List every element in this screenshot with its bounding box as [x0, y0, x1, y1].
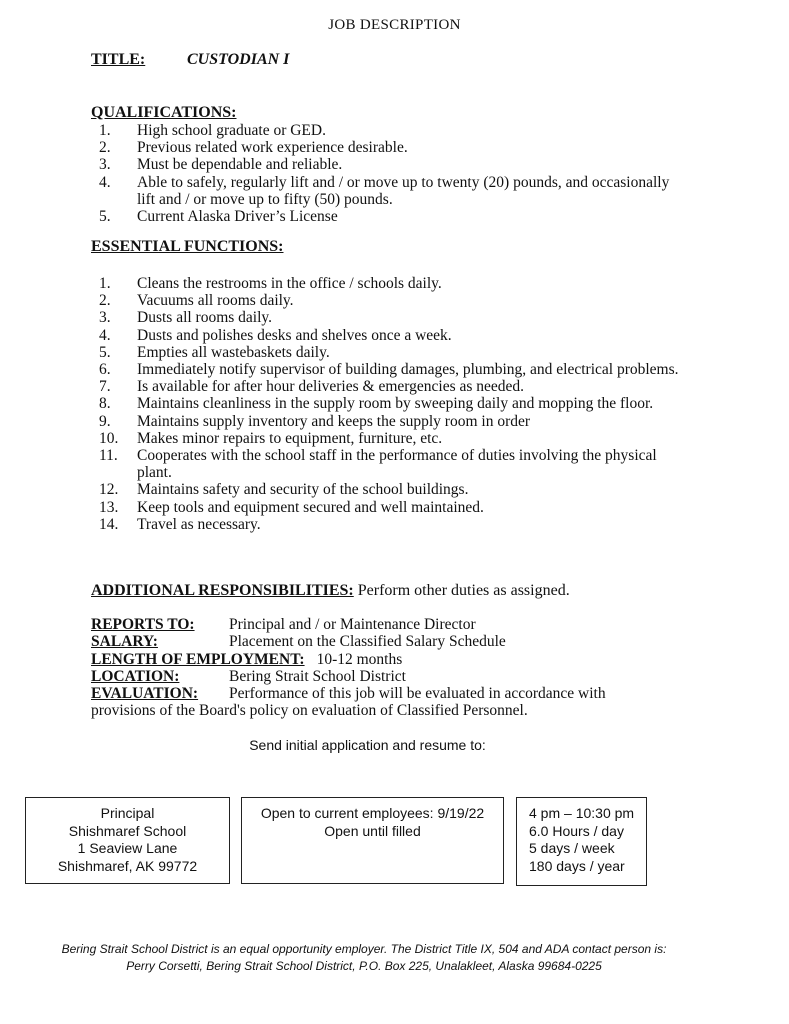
item-text: Current Alaska Driver’s License [137, 208, 338, 226]
item-number: 11. [99, 447, 118, 465]
list-item [91, 447, 691, 481]
item-number: 3. [99, 156, 111, 174]
posting-line: Open to current employees: 9/19/22 [260, 805, 485, 821]
location-row [91, 668, 691, 685]
length-label: LENGTH OF EMPLOYMENT: [91, 650, 305, 668]
item-text: Immediately notify supervisor of building damages, plumbing, and electrical problems. [137, 361, 679, 379]
item-number: 10. [99, 429, 119, 447]
item-text: Cooperates with the school staff in the performance of duties involving the physical plant. [137, 447, 657, 482]
job-info [91, 616, 691, 720]
title-label: TITLE: [91, 51, 146, 68]
length-value: 10-12 months [316, 650, 403, 668]
list-item [91, 430, 691, 447]
footer-line: Perry Corsetti, Bering Strait School District, P.O. Box 225, Unalakleet, Alaska 99684-0225 [126, 959, 602, 973]
item-text: Maintains safety and security of the school buildings. [137, 481, 469, 499]
reports-to-label: REPORTS TO: [91, 616, 195, 633]
address-line: Principal [100, 805, 155, 821]
footer-notice [0, 941, 728, 975]
additional-label: ADDITIONAL RESPONSIBILITIES: [91, 582, 354, 599]
qualifications-heading: QUALIFICATIONS: [91, 104, 237, 121]
list-item [91, 208, 691, 225]
additional-responsibilities [91, 582, 570, 600]
item-number: 2. [99, 139, 111, 157]
evaluation-row [91, 685, 691, 702]
item-number: 5. [99, 208, 111, 226]
item-text: Is available for after hour deliveries & emergencies as needed. [137, 378, 525, 396]
list-item [91, 122, 691, 139]
schedule-line: 4 pm – 10:30 pm [529, 805, 635, 821]
job-title: CUSTODIAN I [187, 51, 290, 68]
item-number: 8. [99, 395, 111, 413]
job-title-line [91, 51, 289, 69]
length-row [91, 651, 691, 668]
salary-label: SALARY: [91, 633, 158, 651]
item-text: Keep tools and equipment secured and well maintained. [137, 498, 484, 516]
location-label: LOCATION: [91, 667, 180, 685]
item-number: 1. [99, 122, 111, 139]
posting-line: Open until filled [324, 822, 421, 839]
item-text: Maintains cleanliness in the supply room by sweeping daily and mopping the floor. [137, 395, 654, 413]
list-item [91, 344, 691, 361]
item-number: 4. [99, 173, 111, 191]
item-text: Travel as necessary. [137, 515, 261, 533]
list-item [91, 174, 691, 208]
evaluation-continued: provisions of the Board's policy on evaluation of Classified Personnel. [91, 702, 528, 720]
item-number: 7. [99, 378, 111, 396]
evaluation-label: EVALUATION: [91, 685, 199, 703]
schedule-line: 5 days / week [529, 840, 615, 856]
send-application-text: Send initial application and resume to: [249, 737, 486, 753]
item-text: High school graduate or GED. [137, 122, 326, 139]
address-line: Shishmaref School [68, 822, 187, 839]
footer-line: Bering Strait School District is an equal opportunity employer. The District Title IX, 504 and ADA contact person is: [61, 942, 667, 956]
item-text: Dusts all rooms daily. [137, 309, 273, 327]
list-item [91, 156, 691, 173]
list-item [91, 361, 691, 378]
item-text: Cleans the restrooms in the office / schools daily. [137, 275, 442, 292]
list-item [91, 516, 691, 533]
item-number: 4. [99, 326, 111, 344]
address-box [25, 797, 230, 884]
item-text: Makes minor repairs to equipment, furniture, etc. [137, 429, 443, 447]
qualifications-list [91, 122, 691, 225]
item-text: Vacuums all rooms daily. [137, 292, 294, 310]
list-item [91, 481, 691, 498]
list-item [91, 309, 691, 326]
address-line: 1 Seaview Lane [77, 840, 178, 856]
item-text: Dusts and polishes desks and shelves once a week. [137, 326, 452, 344]
salary-row [91, 633, 691, 650]
additional-value: Perform other duties as assigned. [357, 582, 570, 599]
address-line: Shishmaref, AK 99772 [57, 857, 198, 874]
location-value: Bering Strait School District [229, 667, 406, 685]
list-item [91, 378, 691, 395]
list-item [91, 413, 691, 430]
item-text: Empties all wastebaskets daily. [137, 343, 330, 361]
item-number: 5. [99, 343, 111, 361]
item-text: Previous related work experience desirable. [137, 139, 408, 157]
item-number: 13. [99, 498, 119, 516]
item-text: Able to safely, regularly lift and / or move up to twenty (20) pounds, and occasionally lift and / or move up to fifty (50) pounds. [137, 173, 670, 208]
schedule-line: 180 days / year [529, 857, 625, 874]
evaluation-value: Performance of this job will be evaluated in accordance with [229, 685, 606, 703]
item-number: 14. [99, 515, 119, 533]
item-text: Must be dependable and reliable. [137, 156, 343, 174]
item-number: 3. [99, 309, 111, 327]
list-item [91, 499, 691, 516]
list-item [91, 292, 691, 309]
item-text: Maintains supply inventory and keeps the supply room in order [137, 412, 531, 430]
list-item [91, 327, 691, 344]
schedule-line: 6.0 Hours / day [529, 822, 624, 839]
item-number: 12. [99, 481, 119, 499]
essential-functions-list [91, 275, 691, 533]
reports-to-value: Principal and / or Maintenance Director [229, 616, 476, 633]
page-header: JOB DESCRIPTION [328, 17, 461, 33]
salary-value: Placement on the Classified Salary Schedule [229, 633, 506, 651]
item-number: 6. [99, 361, 111, 379]
schedule-box [516, 797, 647, 886]
list-item [91, 395, 691, 412]
reports-to-row [91, 616, 691, 633]
list-item [91, 275, 691, 292]
item-number: 2. [99, 292, 111, 310]
item-number: 9. [99, 412, 111, 430]
posting-box [241, 797, 504, 884]
item-number: 1. [99, 275, 111, 292]
essential-functions-heading: ESSENTIAL FUNCTIONS: [91, 238, 284, 255]
list-item [91, 139, 691, 156]
